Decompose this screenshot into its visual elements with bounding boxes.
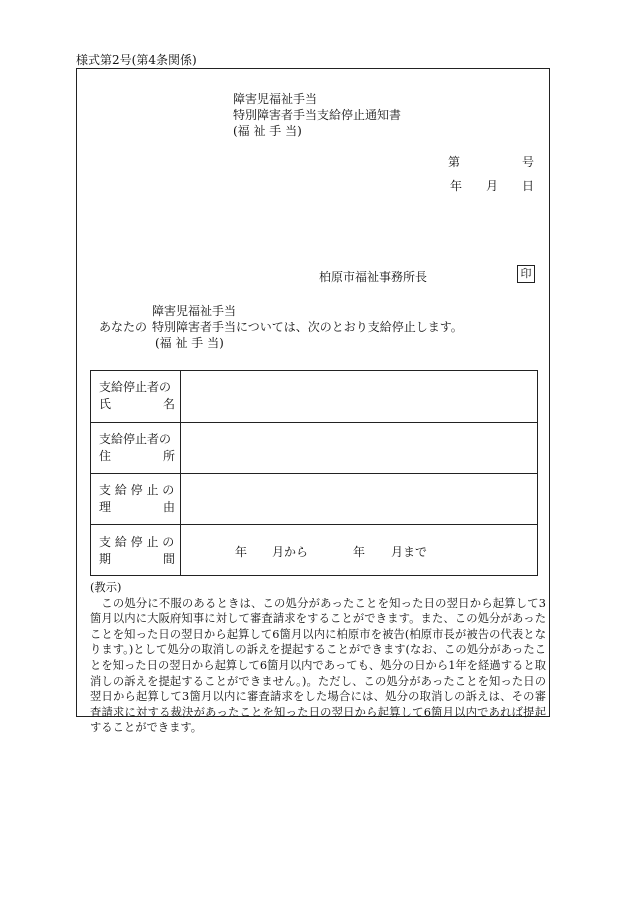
message-main: 特別障害者手当については、次のとおり支給停止します。: [152, 320, 463, 334]
row-label-top: 支給停止者の: [99, 380, 172, 394]
form-code: 様式第2号(第4条関係): [76, 53, 197, 67]
info-table: [90, 370, 538, 576]
seal-box: 印: [517, 265, 535, 283]
number-dai: 第: [448, 155, 461, 169]
notice-section: [90, 580, 546, 736]
row-label-right: 名: [162, 397, 175, 411]
row-label-left: 理: [99, 500, 112, 514]
row-label: [99, 379, 175, 413]
period-from-year: 年: [235, 545, 248, 559]
title-line-1: 障害児福祉手当: [233, 92, 318, 106]
row-label-right: 間: [162, 552, 175, 566]
title-line-3: (福 祉 手 当): [233, 124, 302, 138]
row-label-right: 由: [162, 500, 175, 514]
row-label-left: 氏: [99, 397, 112, 411]
table-row-address: [91, 422, 537, 473]
title-line-2: 特別障害者手当支給停止通知書: [233, 108, 402, 122]
row-label: [99, 534, 175, 568]
date-year: 年: [450, 179, 463, 193]
period-to-month: 月まで: [391, 545, 428, 559]
row-label: [99, 431, 175, 465]
row-label-right: 所: [162, 449, 175, 463]
date-day: 日: [522, 179, 535, 193]
message-allowance-3: (福 祉 手 当): [155, 336, 224, 350]
row-label-top: 支 給 停 止 の: [99, 535, 175, 549]
table-row-name: [91, 371, 537, 422]
notice-heading: (教示): [90, 581, 122, 594]
message-prefix: あなたの: [99, 320, 148, 334]
table-row-period: [91, 524, 537, 577]
row-label-top: 支給停止者の: [99, 432, 172, 446]
row-label: [99, 482, 175, 516]
issuer-name: 柏原市福祉事務所長: [319, 270, 428, 284]
date-month: 月: [486, 179, 499, 193]
period-from-month: 月から: [272, 545, 309, 559]
number-go: 号: [522, 155, 535, 169]
period-to-year: 年: [353, 545, 366, 559]
row-label-top: 支 給 停 止 の: [99, 483, 175, 497]
table-row-reason: [91, 473, 537, 524]
row-label-left: 住: [99, 449, 112, 463]
notice-body: この処分に不服のあるときは、この処分があったことを知った日の翌日から起算して3箇月以内に大阪府知事に対して審査請求をすることができます。また、この処分があったことを知った日の翌日から起算して6箇月以内に柏原市を被告(柏原市長が被告の代表となります。)として処分の取消しの訴えを提起することができます(なお、この処分があったことを知った日の翌日から起算して6箇月以内であっても、処分の日から1年を経過すると取消しの訴えを提起することができません。)。ただし、この処分があったことを知った日の翌日から起算して3箇月以内に審査請求をした場合には、処分の取消しの訴えは、その審査請求に対する裁決があったことを知った日の翌日から起算して6箇月以内であれば提起することができます。: [90, 596, 546, 735]
message-allowance-1: 障害児福祉手当: [152, 304, 237, 318]
row-label-left: 期: [99, 552, 112, 566]
